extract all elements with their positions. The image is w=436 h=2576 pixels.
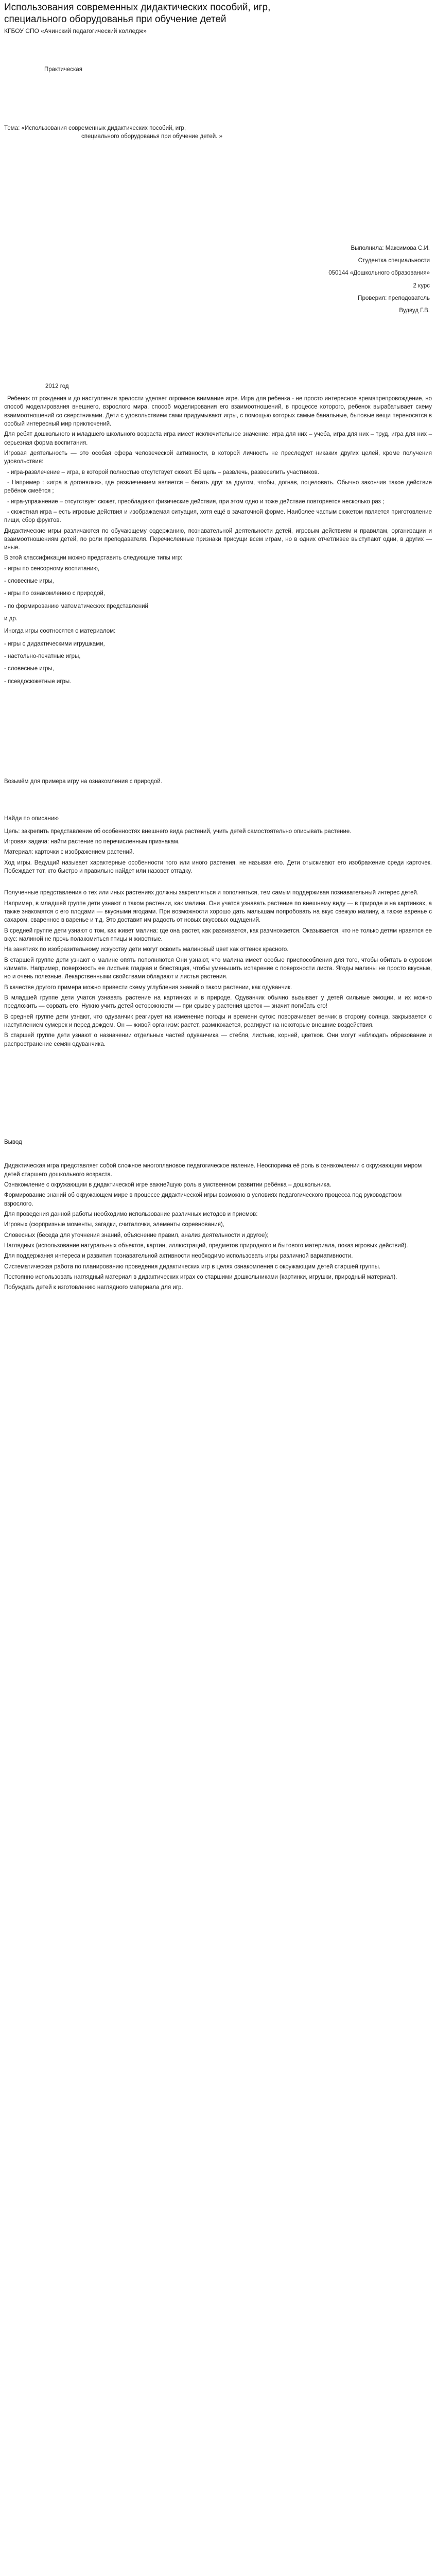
game-task: Игровая задача: найти растение по перечисленным признакам. [4,839,180,845]
materials-intro: Иногда игры соотносятся с материалом: [4,628,116,635]
paragraph: В этой классификации можно представить следующие типы игр: [4,555,183,562]
section-heading: Возьмём для примера игру на ознакомления с природой. [4,778,162,785]
game-course: Ход игры. Ведущий называет характерные особенности того или иного растения, не называя его. Дети отыскивают его изображение среди карточек. Побеждает тот, кто быстро и правильно найдет или назовет отгадку. [4,859,432,875]
topic-line-2: специального оборудованья при обучение детей. » [81,133,222,140]
paragraph: Дидактические игры различаются по обучающему содержанию, познавательной деятельности детей, игровым действиям и правилам, организации и взаимоотношениям детей, по роли преподавателя. Перечисленные признаки присущи всем играм, но в одних отчетливее выступают одни, в других — иные. [4,528,432,551]
intro-section [4,395,432,563]
paragraph: В старшей группе дети узнают о назначении отдельных частей одуванчика — стебля, листьев, корней, цветков. Они могут наблюдать образование и распространение семян одуванчика. [4,1032,432,1047]
paragraph: Для ребят дошкольного и младшего школьного возраста игра имеет исключительное значение: игра для них – учеба, игра для них – труд, игра для них – серьезная форма воспитания. [4,431,432,446]
paragraph: В средней группе дети узнают о том, как живет малина: где она растет, как развивается, как размножается. Оказывается, что не только детям нравятся ее вкус: малиной не прочь полакомиться птицы и животные. [4,927,432,943]
paragraph: Постоянно использовать наглядный материал в дидактических играх со старшими дошкольниками (картинки, игрушки, природный материал). [4,1274,397,1280]
paragraph: В старшей группе дети узнают о малине опять пополняются Они узнают, что малина имеет особые приспособления для того, чтобы обитать в суровом климате. Например, поверхность ее листьев гладкая и блестящая, чтобы уменьшить испарение с поверхности листа. Ягоды малины не просто вкусные, но и очень полезные. Лекарственными свойствами обладают и листья растения. [4,957,432,980]
types-list [4,565,432,623]
author-block [4,244,432,315]
section-heading: Вывод [4,1139,22,1145]
paragraph: Наглядных (использование натуральных объектов, картин, иллюстраций, предметов природного и бытового материала, показ игровых действий). [4,1242,408,1249]
paragraph: Формирование знаний об окружающем мире в процессе дидактической игры возможно в условиях педагогического процесса под руководством взрослого. [4,1192,402,1207]
organization-name: КГБОУ СПО «Ачинский педагогический колледж» [4,27,147,35]
paragraph: Полученные представления о тех или иных растениях должны закрепляться и пополняться, тем самым поддерживая познавательный интерес детей. [4,890,419,896]
paragraph: - сюжетная игра – есть игровые действия и изображаемая ситуация, хотя ещё в зачаточной форме. Наиболее частым сюжетом является приготовление пищи, сбор фруктов. [4,509,432,524]
document-title: Использования современных дидактических пособий, игр, специального оборудованья при обучение детей [4,2,271,25]
examples-section [4,777,432,875]
paragraph: - игра-упражнение – отсутствует сюжет, преобладают физические действия, при этом одно и тоже действие повторяется несколько раз ; [7,498,385,505]
materials-list [4,640,432,686]
paragraph: На занятиях по изобразительному искусству дети могут освоить малиновый цвет как оттенок красного. [4,946,289,953]
topic [4,124,432,141]
list-item: - игры с дидактическими игрушками, [4,640,105,647]
paragraph: Словесных (беседа для уточнения знаний, объяснение правил, анализ деятельности и другое); [4,1232,269,1239]
list-item: - словесные игры, [4,666,54,672]
author-specialty: 050144 «Дошкольного образования» [328,270,430,277]
list-item: - игры по ознакомлению с природой, [4,590,106,597]
list-item: - по формированию математических представлений [4,603,148,609]
author-checked: Проверил: преподователь [358,295,430,301]
paragraph: Например, в младшей группе дети узнают о таком растении, как малина. Они учатся узнавать растение по внешнему виду — в природе и на картинках, а также знакомятся с его плодами — вкусными ягодами. При возможности хорошо дать малышам попробовать на вкус свежую малину, а также варенье с сахаром, сваренное в варенье и т.д. Это доставит им радость от новых вкусовых ощущений. [4,900,432,924]
list-item: - псевдосюжетные игры. [4,678,72,685]
game-goal: Цель: закрепить представление об особенностях внешнего вида растений, учить детей самостоятельно описывать растение. [4,828,352,835]
paragraph: Игровых (сюрпризные моменты, загадки, считалочки, элементы соревнования), [4,1222,224,1228]
paragraph: Для поддержания интереса и развития познавательной активности необходимо использовать игры различной вариативности. [4,1253,353,1260]
topic-line-1: Тема: «Использования современных дидактических пособий, игр, [4,125,186,131]
paragraph: - Например : «игра в догонялки», где развлечением является – бегать друг за другом, чтобы, догнав, поцеловать. Обычно закончив такое действие ребёнок смеётся ; [4,479,432,495]
game-name: Найди по описанию [4,816,59,822]
paragraph: Игровая деятельность — это особая сфера человеческой активности, в которой личность не преследует никаких других целей, кроме получения удовольствия: [4,450,432,465]
author-done-by: Выполнила: Максимова С.И. [351,245,430,251]
author-student: Студентка специальности [358,257,430,264]
author-course: 2 курс [413,282,430,289]
year: 2012 год [45,383,69,389]
paragraph: - игра-развлечение – игра, в которой полностью отсутствует сюжет. Её цель – развлечь, развеселить участников. [7,469,319,476]
paragraph: Для проведения данной работы необходимо использование различных методов и приемов: [4,1211,258,1217]
paragraph: Ребенок от рождения и до наступления зрелости уделяет огромное внимание игре. Игра для ребенка - не просто интересное времяпрепровождение, но способ моделирования внешнего, взрослого мира, способ моделирования его взаимоотношений, в процессе которого, ребенок вырабатывает схему взаимоотношений со сверстниками. Дети с удовольствием сами придумывают игры, с помощью которых самые банальные, бытовые вещи переносятся в особый интересный мир приключений. [4,395,432,427]
paragraph: Ознакомление с окружающим в дидактической игре важнейшую роль в умственном развитии ребёнка – дошкольника. [4,1181,332,1188]
game-material: Материал: карточки с изображением растений. [4,849,134,856]
author-teacher: Вудвуд Г.В. [399,308,430,314]
list-item: и др. [4,616,18,622]
paragraph: Побуждать детей к изготовлению наглядного материала для игр. [4,1284,183,1291]
work-kind: Практическая [44,66,82,73]
paragraph: В качестве другого примера можно привести схему углубления знаний о таком растении, как одуванчик. [4,984,292,991]
list-item: - игры по сенсорному воспитанию, [4,565,100,572]
conclusion-section [4,1138,432,1292]
list-item: - настольно-печатные игры, [4,653,81,660]
paragraph: Систематическая работа по планированию проведения дидактических игр в целях ознакомления с окружающим детей старшей группы. [4,1263,381,1270]
paragraph: Дидактическая игра представляет собой сложное многоплановое педагогическое явление. Неоспорима её роль в ознакомлении с окружающим миром детей старшего дошкольного возраста. [4,1163,422,1178]
paragraph: В средней группе дети узнают, что одуванчик реагирует на изменение погоды и времени суток: поворачивает венчик в сторону солнца, закрывается с наступлением сумерек и перед дождем. Он — живой организм: растет, размножается, реагирует на некоторые внешние воздействия. [4,1013,432,1028]
body-section [4,889,432,1048]
list-item: - словесные игры, [4,578,54,585]
paragraph: В младшей группе дети учатся узнавать растение на картинках и в природе. Одуванчик обычно вызывает у детей сильные эмоции, и их можно предложить — сорвать его. Нужно учить детей осторожности — при срыве у растения цветок — значит погибать его! [4,995,432,1010]
